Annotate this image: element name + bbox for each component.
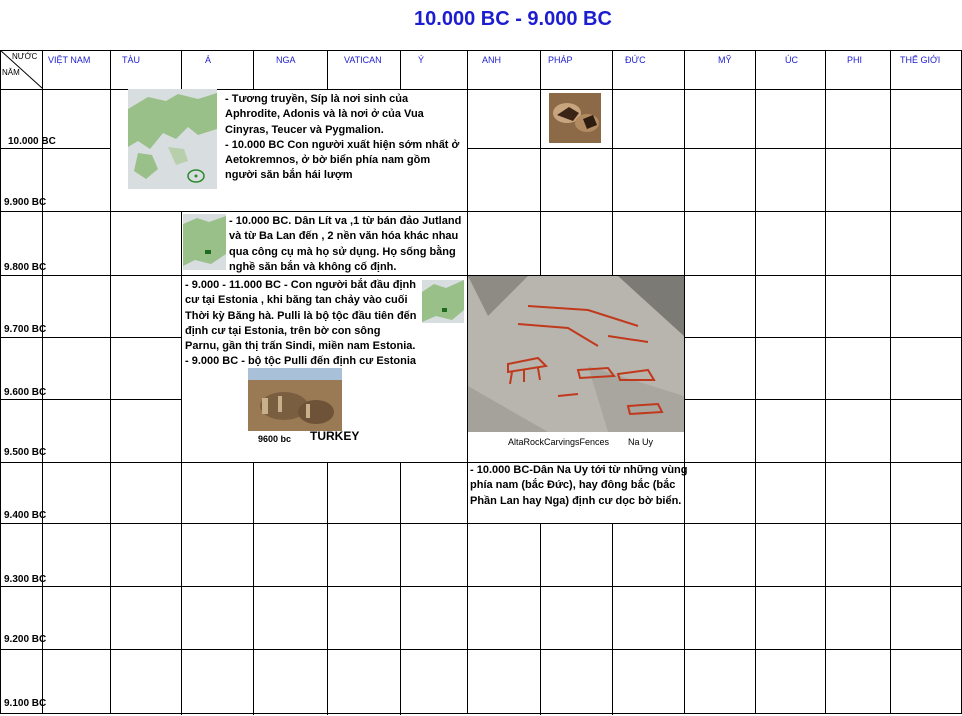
year-label: 9.600 BC bbox=[4, 387, 47, 398]
col-usa: MỸ bbox=[718, 55, 732, 65]
estonia-entry: - 9.000 - 11.000 BC - Con người bắt đầu định cư tại Estonia , khi băng tan chảy vào cuối Thời kỳ Băng hà. Pulli là bộ tộc đầu tiên đến định cư tại Estonia, trên bờ con sông Parnu, gần thị trấn Sindi, miền nam Estonia. - 9.000 BC - bộ tộc Pulli đến định cư Estonia bbox=[185, 279, 417, 368]
year-label: 9.500 BC bbox=[4, 447, 47, 458]
turkey-caption: TURKEY bbox=[310, 429, 360, 443]
cyprus-map-image bbox=[128, 89, 217, 189]
year-label: 9.400 BC bbox=[4, 510, 47, 521]
col-france: PHÁP bbox=[548, 55, 573, 65]
col-italy: Ý bbox=[418, 55, 425, 65]
col-germany: ĐỨC bbox=[625, 55, 646, 65]
cyprus-entry: - Tương truyền, Síp là nơi sinh của Aphrodite, Adonis và là nơi ở của Vua Cinyras, Teucer và Pygmalion. - 10.000 BC Con người xuất hiện sớm nhất ở Aetokremnos, ở bờ biển phía nam gồm người săn bắn hái lượm bbox=[225, 93, 460, 182]
alta-rock-carvings-image bbox=[468, 276, 684, 432]
col-china: TÀU bbox=[122, 55, 140, 65]
year-label: 9.100 BC bbox=[4, 698, 47, 709]
alta-caption: AltaRockCarvingsFences bbox=[508, 437, 610, 447]
col-russia: NGA bbox=[276, 55, 296, 65]
col-world: THẾ GIỚI bbox=[900, 55, 941, 65]
col-asia: Á bbox=[205, 55, 212, 65]
year-label: 9.200 BC bbox=[4, 634, 47, 645]
col-vietnam: VIỆT NAM bbox=[48, 55, 91, 65]
lithuania-map-image bbox=[183, 214, 226, 270]
page-title: 10.000 BC - 9.000 BC bbox=[414, 8, 612, 30]
col-africa: PHI bbox=[847, 55, 863, 65]
turkey-year-caption: 9600 bc bbox=[258, 434, 292, 444]
col-england: ANH bbox=[482, 55, 502, 65]
norway-entry: - 10.000 BC-Dân Na Uy tới từ những vùng phía nam (bắc Đức), hay đông bắc (bắc Phần Lan hay Nga) định cư dọc bờ biển. bbox=[470, 464, 688, 507]
lithuania-entry: - 10.000 BC. Dân Lít va ,1 từ bán đảo Jutland và từ Ba Lan đến , 2 nền văn hóa khác nhau qua công cụ mà họ sử dụng. Họ sống bằng nghề săn bắn và không cố định. bbox=[229, 215, 462, 273]
year-label: 10.000 BC bbox=[8, 136, 56, 147]
year-label: 9.800 BC bbox=[4, 262, 47, 273]
col-vatican: VATICAN bbox=[344, 55, 382, 65]
alta-country-caption: Na Uy bbox=[628, 437, 654, 447]
header-year-label: NĂM bbox=[2, 68, 20, 77]
year-label: 9.900 BC bbox=[4, 197, 47, 208]
header-country-label: NƯỚC bbox=[12, 52, 38, 61]
gobekli-tepe-image bbox=[248, 368, 342, 431]
cave-painting-image bbox=[549, 93, 601, 143]
year-label: 9.300 BC bbox=[4, 574, 47, 585]
estonia-map-image bbox=[422, 280, 464, 323]
year-label: 9.700 BC bbox=[4, 324, 47, 335]
col-australia: ÚC bbox=[785, 55, 798, 65]
